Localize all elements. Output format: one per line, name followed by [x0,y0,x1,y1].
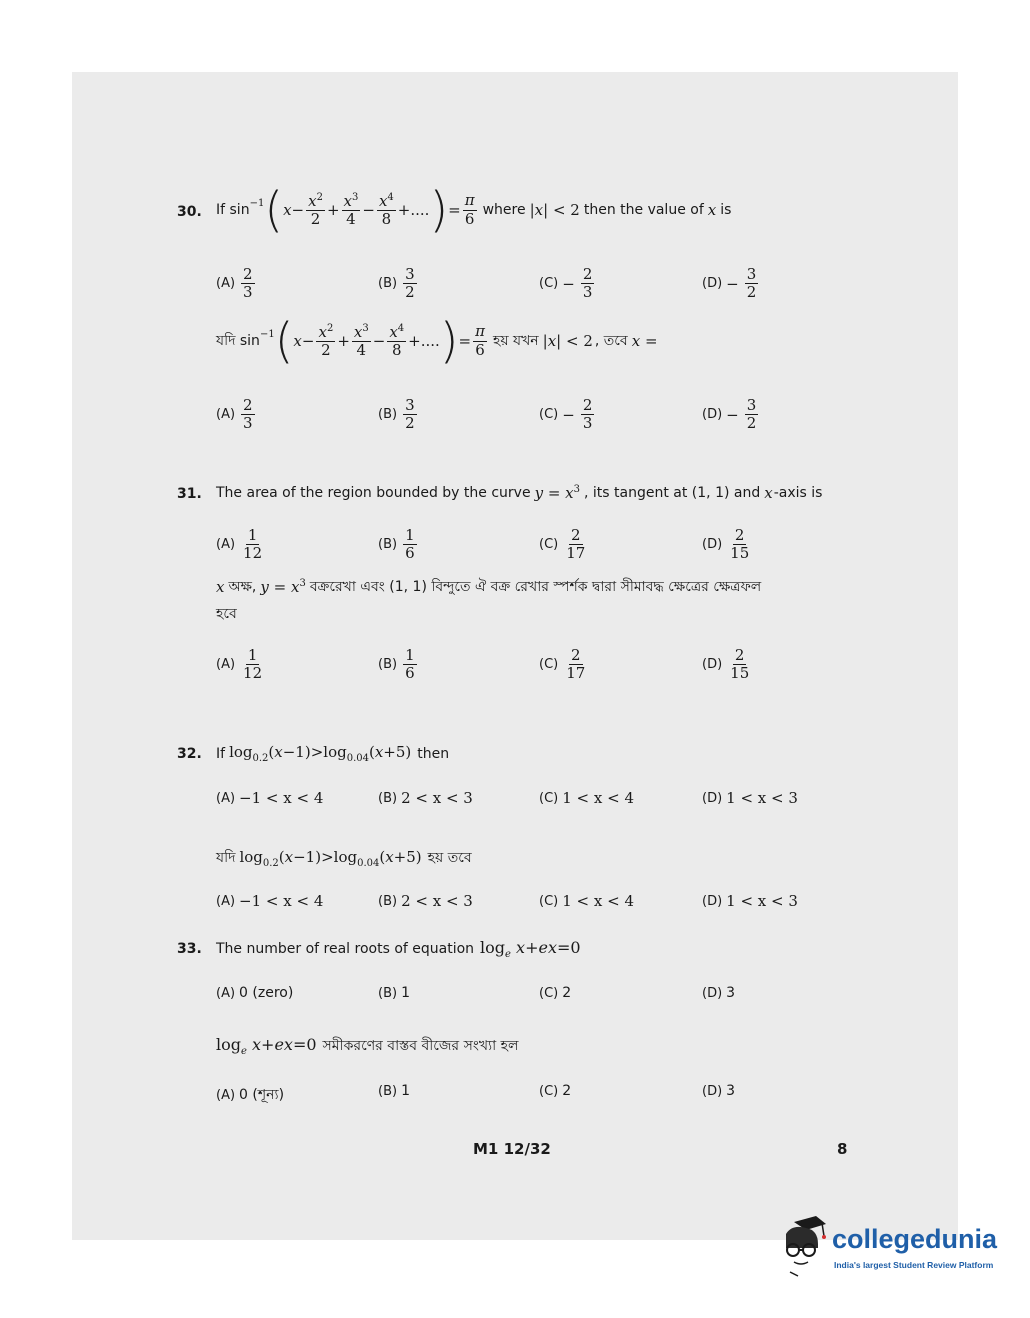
brand-name: collegedunia [832,1224,998,1254]
question-31-bn: x অক্ষ, $y = x^3$ বক্ররেখা এবং (1, 1) বিন্দুতে ঐ বক্র রেখার স্পর্শক দ্বারা সীমাবদ্ধ ক্ষেত্রের ক্ষেত্রফল [216,578,762,596]
q33-en-option-d[interactable]: (D) 3 [702,985,736,1001]
q30-en-option-a[interactable]: (A) $\frac{2}{3}$ [216,265,253,302]
mascot-icon [772,1214,832,1278]
q33-en-option-b[interactable]: (B) 1 [378,985,410,1001]
q33-bn-option-b[interactable]: (B) 1 [378,1083,410,1099]
q32-en-option-c[interactable]: (C) 1 < x < 4 [539,789,634,807]
q32-bn-option-a[interactable]: (A) −1 < x < 4 [216,892,324,910]
q30-is-text: is [720,202,732,218]
brand-tagline: India's largest Student Review Platform [834,1260,994,1270]
q32-bn-option-d[interactable]: (D) 1 < x < 3 [702,892,798,910]
q30-bn-option-c[interactable]: (C) − $\frac{2}{3}$ [539,396,593,433]
q33-bn-option-a[interactable]: (A) 0 (শূন্য) [216,1087,285,1103]
q31-bn-option-b[interactable]: (B) $\frac{1}{6}$ [378,646,415,683]
q32-bn-option-c[interactable]: (C) 1 < x < 4 [539,892,634,910]
q30-then-text: then the value of [583,202,704,218]
question-number-30: 30. [177,204,202,220]
q31-en-option-a[interactable]: (A) $\frac{1}{12}$ [216,526,263,563]
q30-bn-option-a[interactable]: (A) $\frac{2}{3}$ [216,396,253,433]
page-number: 8 [837,1140,848,1158]
question-30-en: If sin $^{-1}$ ( x − $\frac{x^2}{2}$ + $\frac{x^3}{4}$ − $\frac{x^4}{8}$ +.... ) = $\frac{\pi}{6}$ where |x| < 2 then the value of x is [216,182,732,238]
q30-bn-mid-text: হয় যখন [492,333,539,349]
q30-en-option-c[interactable]: (C) − $\frac{2}{3}$ [539,265,593,302]
question-number-31: 31. [177,486,202,502]
q30-bn-if-text: যদি sin [216,333,260,349]
q30-bn-then-text: , তবে [594,333,628,349]
question-number-32: 32. [177,746,202,762]
q30-if-text: If sin [216,202,250,218]
q30-where-text: where [482,202,526,218]
page-code: M1 12/32 [473,1140,551,1158]
q33-bn-option-c[interactable]: (C) 2 [539,1083,572,1099]
question-33-bn: $\log_e x+ex=0$ সমীকরণের বাস্তব বীজের সংখ্যা হল [216,1034,519,1058]
q30-bn-option-d[interactable]: (D) − $\frac{3}{2}$ [702,396,757,433]
q30-en-option-d[interactable]: (D) − $\frac{3}{2}$ [702,265,757,302]
q31-en-option-b[interactable]: (B) $\frac{1}{6}$ [378,526,415,563]
q30-bn-option-b[interactable]: (B) $\frac{3}{2}$ [378,396,415,433]
q31-bn-option-a[interactable]: (A) $\frac{1}{12}$ [216,646,263,683]
q31-bn-option-c[interactable]: (C) $\frac{2}{17}$ [539,646,586,683]
q31-bn-option-d[interactable]: (D) $\frac{2}{15}$ [702,646,750,683]
question-31-bn-line2: হবে [216,606,237,622]
q32-en-option-d[interactable]: (D) 1 < x < 3 [702,789,798,807]
q30-en-option-b[interactable]: (B) $\frac{3}{2}$ [378,265,415,302]
q33-en-option-a[interactable]: (A) 0 (zero) [216,985,294,1001]
exam-page [72,72,958,1240]
question-31-en: The area of the region bounded by the curve $y = x^3$ , its tangent at (1, 1) and x -axis is [216,484,823,502]
q31-en-option-d[interactable]: (D) $\frac{2}{15}$ [702,526,750,563]
q33-bn-option-d[interactable]: (D) 3 [702,1083,736,1099]
question-33-en: The number of real roots of equation $\log_e x+ex=0$ [216,938,581,961]
q32-en-option-b[interactable]: (B) 2 < x < 3 [378,789,473,807]
collegedunia-logo[interactable] [772,1214,1002,1278]
question-number-33: 33. [177,941,202,957]
question-32-en: If $\log_{0.2}(x-1)>\log_{0.04}(x+5)$ then [216,743,450,764]
q33-en-option-c[interactable]: (C) 2 [539,985,572,1001]
question-32-bn: যদি $\log_{0.2}(x-1)>\log_{0.04}(x+5)$ হয় তবে [216,847,472,869]
q32-en-option-a[interactable]: (A) −1 < x < 4 [216,789,324,807]
q31-en-option-c[interactable]: (C) $\frac{2}{17}$ [539,526,586,563]
q32-bn-option-b[interactable]: (B) 2 < x < 3 [378,892,473,910]
question-30-bn: যদি sin $^{-1}$ ( x − $\frac{x^2}{2}$ + $\frac{x^3}{4}$ − $\frac{x^4}{8}$ +.... ) = $\frac{\pi}{6}$ হয় যখন |x| < 2 , তবে x = [216,313,658,369]
